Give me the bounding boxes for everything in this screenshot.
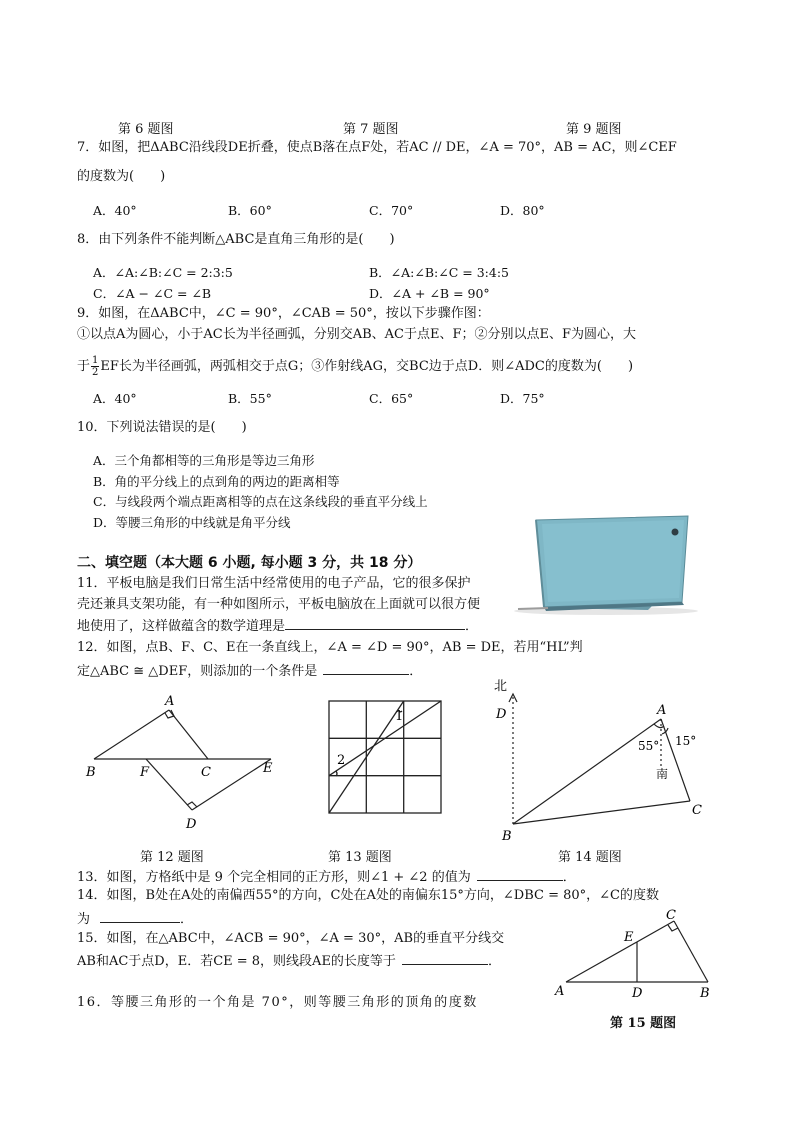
q15-text: AB和AC于点D，E．若CE = 8，则线段AE的长度等于: [77, 954, 396, 969]
fig14-label-north: 北: [494, 679, 508, 694]
tablet-stand-image: [508, 512, 704, 616]
fig15-label-d: D: [632, 986, 643, 998]
figure-13: [326, 698, 446, 818]
q7-option-b[interactable]: B．60°: [228, 203, 272, 218]
fig12-label-b: B: [86, 765, 96, 780]
q11-stem-line3: [77, 615, 478, 637]
q15-answer-blank[interactable]: [402, 950, 488, 965]
fig13-angle-1: 1: [395, 709, 404, 724]
q10-option-d[interactable]: D．等腰三角形的中线就是角平分线: [93, 515, 291, 530]
fig14-label-a: A: [657, 703, 667, 718]
q8-stem: 8．由下列条件不能判断△ABC是直角三角形的是( ): [77, 232, 395, 247]
q14-stem-line2: [77, 908, 193, 930]
q14-stem-line1: 14．如图，B处在A处的南偏西55°的方向，C处在A处的南偏东15°方向，∠DBC = 80°，∠C的度数: [77, 888, 659, 903]
fig15-label-c: C: [666, 908, 676, 923]
q7-stem-line1: 7．如图，把ΔABC沿线段DE折叠，使点B落在点F处，若AC // DE，∠A = 70°，AB = AC，则∠CEF: [77, 140, 677, 155]
fraction-denominator: 2: [92, 367, 99, 378]
q9-stem-line1: 9．如图，在ΔABC中，∠C = 90°，∠CAB = 50°，按以下步骤作图：: [77, 306, 490, 321]
section-fill-in-title: 二、填空题（本大题 6 小题, 每小题 3 分，共 18 分）: [77, 555, 422, 571]
fraction-half: [91, 355, 99, 378]
q11-stem-line1: 11．平板电脑是我们日常生活中经常使用的电子产品，它的很多保护: [77, 576, 471, 591]
q7-stem-line2: 的度数为( ): [77, 169, 166, 184]
fig15-label-a: A: [555, 984, 565, 998]
fig14-label-south: 南: [656, 767, 669, 781]
q8-option-a[interactable]: A．∠A:∠B:∠C = 2:3:5: [93, 265, 233, 280]
q9-prefix: 于: [77, 359, 91, 374]
q9-stem-line2: ①以点A为圆心，小于AC长为半径画弧，分别交AB、AC于点E、F；②分别以点E、F为圆心，大: [77, 327, 637, 342]
q9-stem-line3: [77, 355, 633, 378]
fig14-label-b: B: [502, 829, 512, 844]
q12-answer-blank[interactable]: [323, 660, 409, 675]
caption-fig7: 第 7 题图: [343, 122, 399, 137]
fig14-label-c: C: [692, 803, 702, 818]
q7-option-a[interactable]: A．40°: [93, 203, 137, 218]
fig12-label-e: E: [263, 761, 273, 776]
caption-fig15: 第 15 题图: [610, 1016, 677, 1031]
q12-text: 定△ABC ≅ △DEF，则添加的一个条件是: [77, 664, 318, 679]
fig15-label-e: E: [624, 930, 634, 945]
caption-fig6: 第 6 题图: [118, 122, 174, 137]
q8-option-b[interactable]: B．∠A:∠B:∠C = 3:4:5: [369, 265, 510, 280]
q8-option-c[interactable]: C．∠A − ∠C = ∠B: [93, 286, 212, 301]
q12-stem-line2: [77, 660, 422, 682]
fig14-angle-55: 55°: [638, 739, 660, 753]
q9-option-b[interactable]: B．55°: [228, 391, 272, 406]
fig12-label-d: D: [186, 817, 197, 832]
q9-option-c[interactable]: C．65°: [369, 391, 414, 406]
caption-fig14: 第 14 题图: [558, 850, 622, 865]
q13-answer-blank[interactable]: [477, 866, 563, 881]
q11-stem-line2: 壳还兼具支架功能，有一种如图所示，平板电脑放在上面就可以很方便: [77, 597, 481, 612]
fig14-label-d: D: [496, 707, 507, 722]
figure-14: [488, 674, 718, 846]
fig13-angle-2: 2: [337, 753, 346, 768]
fig15-label-b: B: [700, 986, 710, 998]
q15-stem-line2: [77, 950, 501, 972]
q13-stem: [77, 866, 576, 888]
q11-end: ．: [465, 619, 479, 634]
q14-text: 为: [77, 912, 91, 927]
figure-12: [80, 690, 280, 832]
q7-option-c[interactable]: C．70°: [369, 203, 414, 218]
fig12-label-f: F: [140, 765, 150, 780]
q11-answer-blank[interactable]: [285, 615, 465, 630]
q10-option-b[interactable]: B．角的平分线上的点到角的两边的距离相等: [93, 474, 340, 489]
fraction-numerator: 1: [92, 355, 99, 366]
q14-end: ．: [180, 912, 194, 927]
q10-stem: 10．下列说法错误的是( ): [77, 420, 247, 435]
q10-option-a[interactable]: A．三个角都相等的三角形是等边三角形: [93, 453, 315, 468]
q9-option-a[interactable]: A．40°: [93, 391, 137, 406]
fig12-label-c: C: [201, 765, 211, 780]
fig12-label-a: A: [165, 694, 175, 709]
q7-option-d[interactable]: D．80°: [500, 203, 545, 218]
q16-stem: 16．等腰三角形的一个角是 70°，则等腰三角形的顶角的度数: [77, 995, 478, 1010]
caption-fig9: 第 9 题图: [566, 122, 622, 137]
q15-end: ．: [487, 954, 501, 969]
q13-text: 13．如图，方格纸中是 9 个完全相同的正方形，则∠1 + ∠2 的值为: [77, 870, 471, 885]
caption-fig13: 第 13 题图: [328, 850, 392, 865]
q12-end: ．: [409, 664, 423, 679]
q9-option-d[interactable]: D．75°: [500, 391, 545, 406]
figure-15: [552, 906, 722, 998]
q12-stem-line1: 12．如图，点B、F、C、E在一条直线上，∠A = ∠D = 90°，AB = DE，若用“HL”判: [77, 640, 583, 655]
q9-suffix: EF长为半径画弧，两弧相交于点G；③作射线AG，交BC边于点D．则∠ADC的度数为( ): [100, 359, 634, 374]
q14-answer-blank[interactable]: [100, 908, 180, 923]
caption-fig12: 第 12 题图: [140, 850, 204, 865]
q10-option-c[interactable]: C．与线段两个端点距离相等的点在这条线段的垂直平分线上: [93, 494, 428, 509]
q15-stem-line1: 15．如图，在△ABC中，∠ACB = 90°，∠A = 30°，AB的垂直平分线交: [77, 931, 505, 946]
q8-option-d[interactable]: D．∠A + ∠B = 90°: [369, 286, 490, 301]
q13-end: ．: [562, 870, 576, 885]
fig14-angle-15: 15°: [675, 734, 697, 748]
q11-text: 地使用了，这样做蕴含的数学道理是: [77, 619, 286, 634]
